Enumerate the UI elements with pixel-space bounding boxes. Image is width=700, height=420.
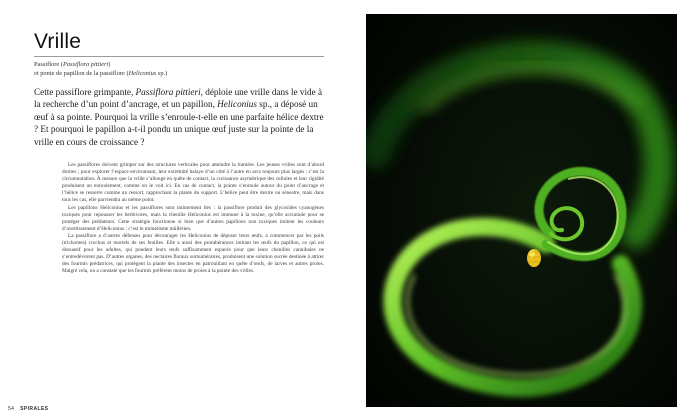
- body-paragraph-3: La passiflore a d’autres défenses pour décourager les Heliconius de déposer leurs œufs, à commencer par les poils (trichomes) crochus et mortels de ses feuilles. Elle a aussi des protubérances imitant les œufs du papillon, ce qui est dissuasif pour les adultes, qui pondent leurs œufs suffisamment espacés pour que leurs chenilles cannibales ne s’entredévorent pas. D’autres organes, des nectaires floraux surnuméraires, produisent une solution sucrée destinée à attirer des fourmis prédatrices, qui protègent la plante des insectes en patrouillant en quête d’œufs, de larves et autres proies. Malgré cela, on a constaté que les fourmis préfèrent moins de proies à la pointe des vrilles.: [62, 232, 324, 275]
- section-name: SPIRALES: [20, 406, 49, 412]
- body-paragraph-1: Les passiflores doivent grimper sur des structures verticales pour atteindre la lumière. Les jeunes vrilles sont d’abord droites ; pour explorer l’espace environnant, leur extrémité balaye d’un côté à l’autre en arcs toujours plus larges : c’est la circumnutation. À mesure que la vrille s’allonge en quête de contact, la croissance asymétrique des cellules et leur rigidité produisent un enroulement, comme on le voit ici. En cas de contact, la pointe s’enroule autour du point d’ancrage et l’hélice se resserre comme un ressort, rapprochant la plante du support. L’hélice peut être dextre ou sénestre, mais dans tous les cas, elle parviendra au même point.: [62, 162, 324, 204]
- body-text: [62, 162, 324, 276]
- lead-paragraph: Cette passiflore grimpante, Passiflora pittieri, déploie une vrille dans le vide à la recherche d’un point d’ancrage, et un papillon, Heliconius sp., a déposé un œuf à sa pointe. Pourquoi la vrille s’enroule-t-elle en une parfaite hélice dextre ? Et pourquoi le papillon a-t-il pondu un unique œuf juste sur la pointe de la vrille en cours de croissance ?: [34, 87, 324, 147]
- butterfly-egg: [527, 249, 541, 267]
- tendril-photograph: [366, 14, 677, 407]
- title-rule: [34, 56, 324, 57]
- body-paragraph-2: Les papillons Heliconius et les passiflores sont intimement liés : la passiflore produit des glycosides cyanogènes toxiques pour repousser les herbivores, mais la chenille Heliconius est immune à la toxine, qu’elle accumule pour se protéger des prédateurs. Cette stratégie fonctionne si bien que d’autres papillons non toxiques imitent les couleurs d’avertissement d’Heliconius : c’est le mimétisme müllérien.: [62, 204, 324, 232]
- page-footer: [8, 406, 48, 412]
- photo-caption: [34, 60, 324, 78]
- caption-line-2: et ponte de papillon de la passiflore (Heliconius sp.): [34, 70, 168, 77]
- page-number: 54: [8, 406, 15, 412]
- caption-line-1: Passiflore (Passiflora pittieri): [34, 61, 111, 68]
- tendril-photo-illustration: [366, 14, 677, 407]
- left-page: [0, 0, 338, 420]
- page-title: Vrille: [34, 30, 82, 53]
